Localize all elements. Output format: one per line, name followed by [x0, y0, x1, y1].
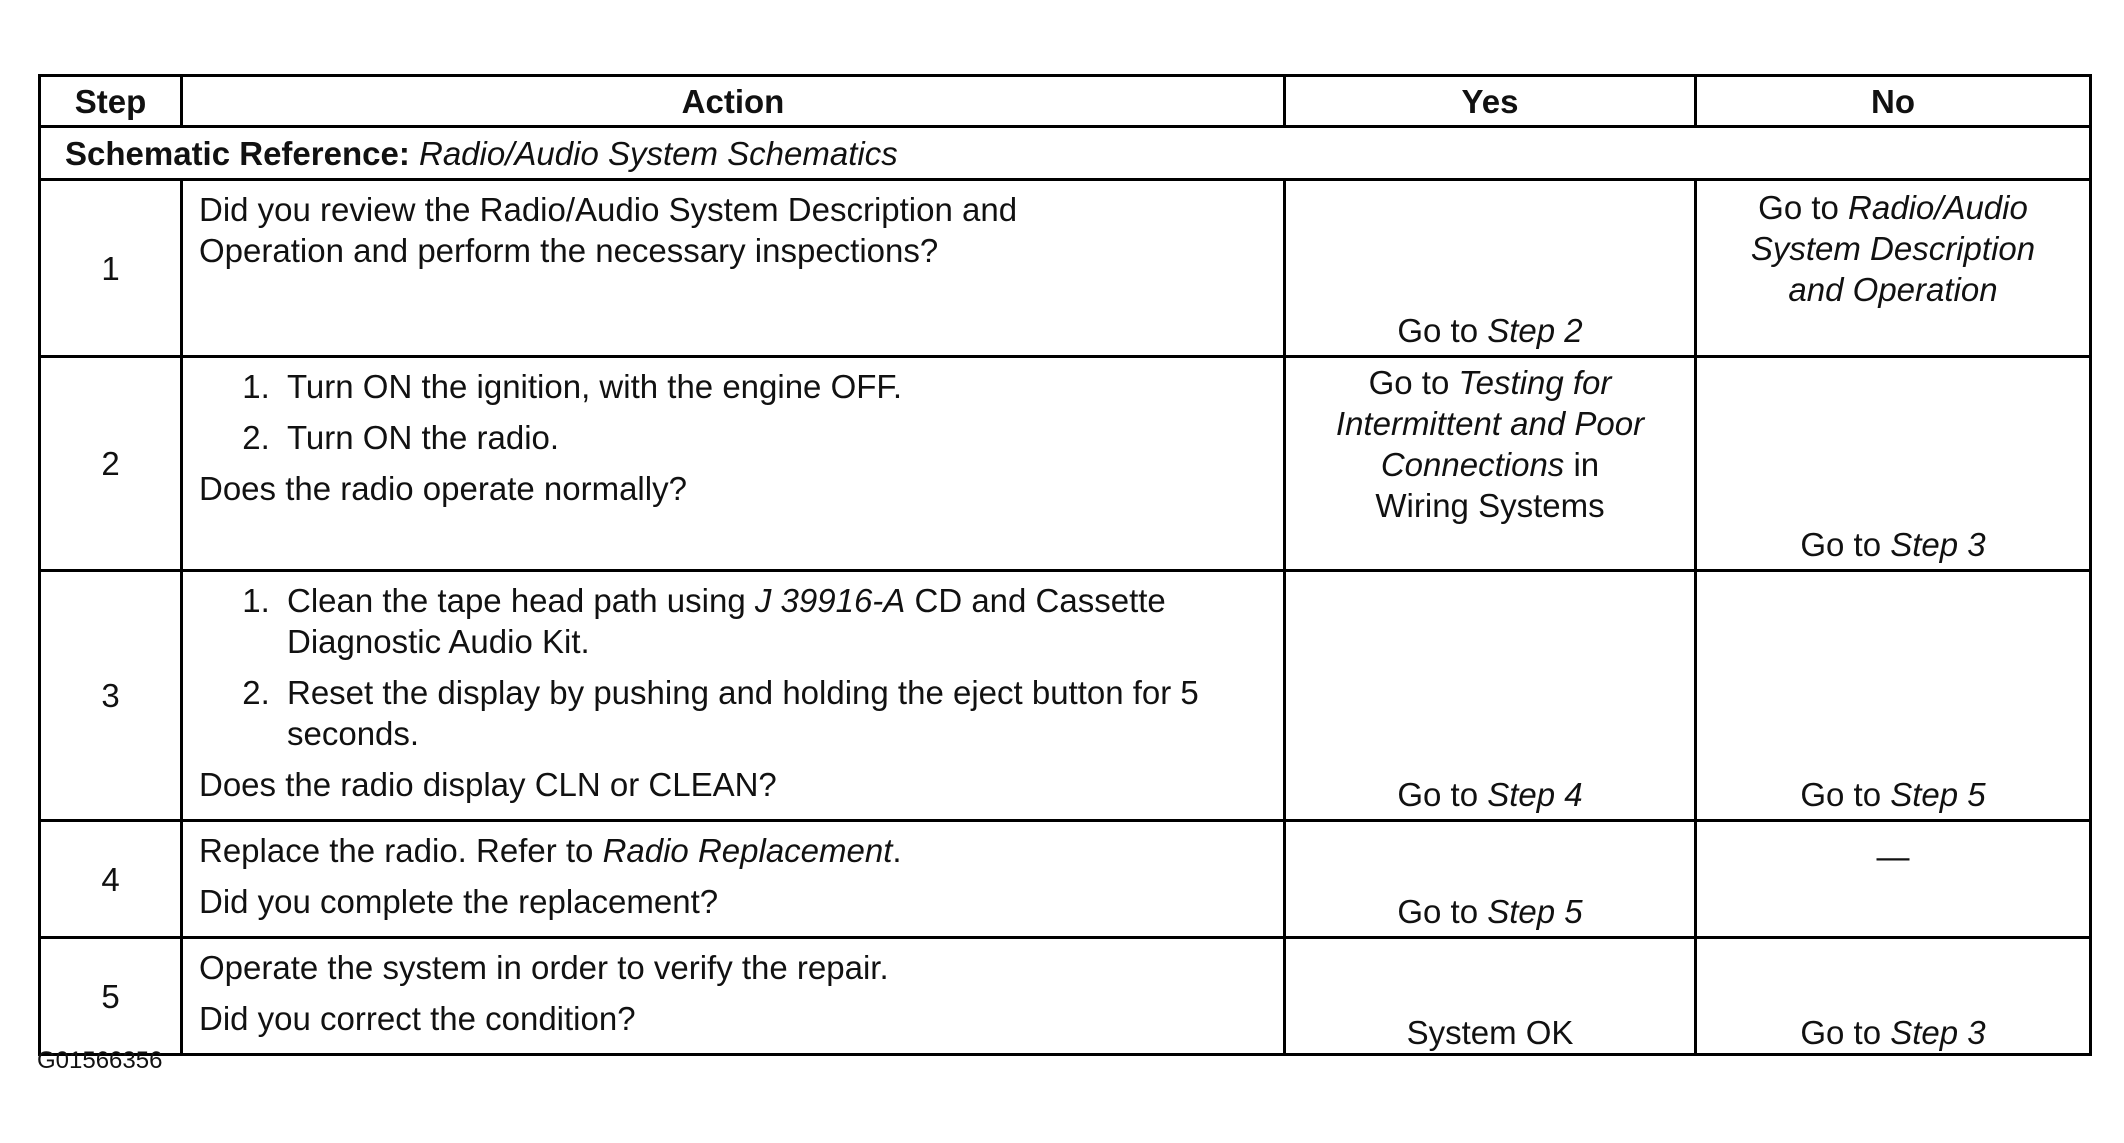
step-number: 3 — [40, 571, 182, 821]
no-result — [1697, 1012, 2089, 1053]
step-number: 2 — [40, 357, 182, 571]
reference-link[interactable]: Radio/Audio System Schematics — [419, 134, 898, 172]
item-text: CD and Cassette Diagnostic Audio Kit. — [287, 582, 1166, 660]
tool-link[interactable]: J 39916-A — [754, 582, 906, 619]
header-step: Step — [40, 76, 182, 127]
action-step-item: 2. Reset the display by pushing and holding the eject button for 5 seconds. — [279, 672, 1269, 754]
no-prefix: Go to — [1800, 776, 1882, 813]
table-row — [40, 180, 2091, 357]
no-cell — [1696, 180, 2091, 357]
no-result — [1697, 774, 2089, 815]
header-no: No — [1696, 76, 2091, 127]
yes-prefix: Go to — [1397, 893, 1479, 930]
action-cell — [182, 180, 1285, 357]
yes-cell — [1285, 357, 1696, 571]
item-text: Clean the tape head path using — [287, 582, 746, 619]
action-steps — [199, 366, 1269, 458]
yes-cell — [1285, 180, 1696, 357]
no-link[interactable]: System Description — [1750, 230, 2036, 267]
reference-label: Schematic Reference: — [65, 134, 410, 172]
table-row — [40, 938, 2091, 1055]
action-question: Does the radio operate normally? — [199, 470, 687, 507]
yes-link[interactable]: Step 5 — [1487, 893, 1583, 930]
action-step-item: 2. Turn ON the radio. — [279, 417, 1269, 458]
table-row — [40, 571, 2091, 821]
yes-result — [1286, 310, 1694, 351]
no-cell — [1696, 938, 2091, 1055]
yes-cell — [1285, 571, 1696, 821]
schematic-reference-row — [40, 127, 2091, 180]
yes-cell — [1285, 938, 1696, 1055]
header-yes: Yes — [1285, 76, 1696, 127]
no-link[interactable]: Step 3 — [1890, 526, 1986, 563]
no-result — [1697, 524, 2089, 565]
table-row — [40, 821, 2091, 938]
action-cell — [182, 821, 1285, 938]
header-row — [40, 76, 2091, 127]
yes-prefix: Go to — [1368, 364, 1450, 401]
yes-result — [1286, 774, 1694, 815]
yes-result — [1286, 891, 1694, 932]
no-cell — [1696, 821, 2091, 938]
no-cell — [1696, 571, 2091, 821]
no-result — [1697, 187, 2089, 310]
action-step-item — [279, 580, 1269, 662]
action-cell — [182, 938, 1285, 1055]
yes-connector: in — [1573, 446, 1600, 483]
no-prefix: Go to — [1800, 526, 1882, 563]
no-prefix: Go to — [1800, 1014, 1882, 1051]
action-question: Did you complete the replacement? — [199, 883, 719, 920]
no-link[interactable]: Step 3 — [1890, 1014, 1986, 1051]
yes-cell — [1285, 821, 1696, 938]
step-number: 1 — [40, 180, 182, 357]
yes-result: System OK — [1406, 1014, 1574, 1051]
yes-link[interactable]: Intermittent and Poor — [1335, 405, 1645, 442]
yes-suffix: Wiring Systems — [1375, 487, 1605, 524]
no-cell — [1696, 357, 2091, 571]
header-action: Action — [182, 76, 1285, 127]
action-steps — [199, 580, 1269, 754]
yes-prefix: Go to — [1397, 776, 1479, 813]
yes-link[interactable]: Step 4 — [1487, 776, 1583, 813]
action-step-item: 1. Turn ON the ignition, with the engine OFF. — [279, 366, 1269, 407]
diagnostic-table-container — [38, 74, 2092, 1056]
yes-link[interactable]: Connections — [1380, 446, 1565, 483]
action-text-part: . — [892, 832, 902, 869]
no-link[interactable]: Radio/Audio — [1848, 189, 2028, 226]
action-text: Did you review the Radio/Audio System Description and Operation and perform the necessary inspections? — [199, 191, 1018, 269]
no-link[interactable]: and Operation — [1788, 271, 1998, 308]
yes-link[interactable]: Testing for — [1458, 364, 1612, 401]
no-prefix: Go to — [1758, 189, 1839, 226]
procedure-link[interactable]: Radio Replacement — [602, 832, 893, 869]
yes-link[interactable]: Step 2 — [1487, 312, 1583, 349]
no-result: — — [1876, 838, 1910, 875]
step-number: 5 — [40, 938, 182, 1055]
yes-prefix: Go to — [1397, 312, 1479, 349]
action-question: Did you correct the condition? — [199, 1000, 636, 1037]
action-text — [199, 830, 1269, 871]
no-link[interactable]: Step 5 — [1890, 776, 1986, 813]
action-question: Does the radio display CLN or CLEAN? — [199, 766, 777, 803]
figure-id: G01566356 — [37, 1047, 163, 1074]
action-text-part: Replace the radio. Refer to — [199, 832, 594, 869]
action-cell — [182, 357, 1285, 571]
action-cell — [182, 571, 1285, 821]
yes-result — [1286, 362, 1694, 526]
diagnostic-table — [38, 74, 2092, 1056]
action-text: Operate the system in order to verify the repair. — [199, 949, 889, 986]
table-row — [40, 357, 2091, 571]
schematic-reference — [40, 127, 2091, 180]
step-number: 4 — [40, 821, 182, 938]
